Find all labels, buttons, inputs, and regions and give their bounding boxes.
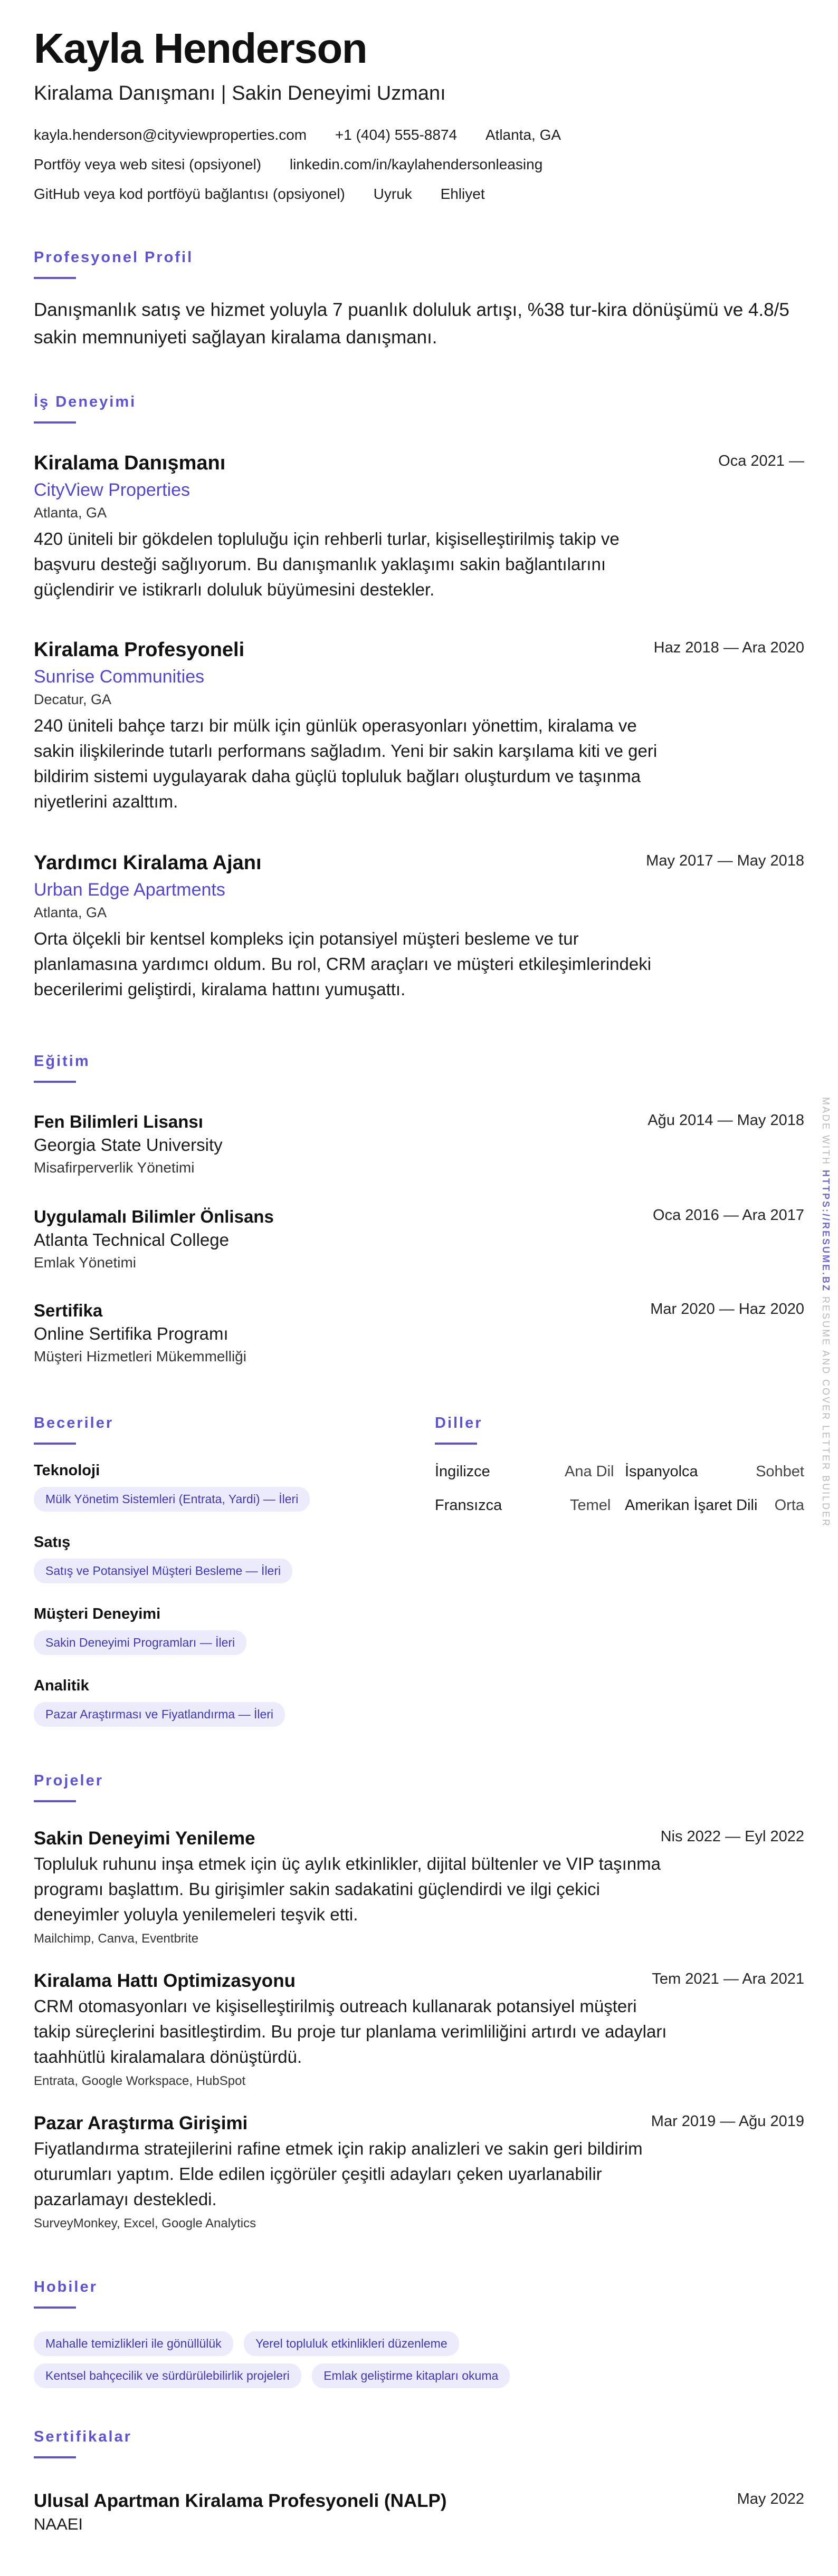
watermark-link[interactable]: HTTPS://RESUME.BZ <box>821 1170 831 1293</box>
job-entry <box>34 852 804 1002</box>
watermark-suffix: RESUME AND COVER LETTER BUILDER <box>821 1296 831 1528</box>
education-entry <box>34 1112 804 1176</box>
skill-pill: Satış ve Potansiyel Müşteri Besleme — İleri <box>34 1559 292 1583</box>
skill-category: Müşteri Deneyimi <box>34 1606 161 1622</box>
job-dates: May 2017 — May 2018 <box>646 852 804 869</box>
location-text: Atlanta, GA <box>485 127 561 143</box>
job-role: Yardımcı Kiralama Ajanı <box>34 852 262 874</box>
skill-category: Analitik <box>34 1677 89 1694</box>
hobbies-section-header <box>34 2279 804 2309</box>
project-tech: SurveyMonkey, Excel, Google Analytics <box>34 2216 256 2231</box>
project-entry <box>34 2113 804 2231</box>
skill-group <box>34 1606 246 1655</box>
job-company: CityView Properties <box>34 479 191 500</box>
project-entry <box>34 1828 804 1946</box>
skill-pill: Mülk Yönetim Sistemleri (Entrata, Yardi) — İleri <box>34 1487 310 1512</box>
projects-section-header <box>34 1772 804 1802</box>
project-dates: Mar 2019 — Ağu 2019 <box>651 2113 804 2130</box>
resume-builder-watermark <box>820 1097 831 1527</box>
education-degree: Sertifika <box>34 1301 103 1320</box>
skill-group <box>34 1677 285 1727</box>
section-rule <box>34 277 76 279</box>
project-name: Sakin Deneyimi Yenileme <box>34 1828 255 1849</box>
job-dates: Oca 2021 — <box>718 453 804 469</box>
language-level: Orta <box>774 1497 804 1514</box>
project-dates: Nis 2022 — Eyl 2022 <box>660 1828 804 1845</box>
project-name: Kiralama Hattı Optimizasyonu <box>34 1971 296 1991</box>
project-tech: Mailchimp, Canva, Eventbrite <box>34 1931 199 1946</box>
section-rule <box>34 2456 76 2458</box>
skill-category: Teknoloji <box>34 1462 100 1479</box>
education-dates: Ağu 2014 — May 2018 <box>647 1112 804 1129</box>
education-school: Online Sertifika Programı <box>34 1324 228 1343</box>
job-company: Urban Edge Apartments <box>34 879 225 900</box>
skill-group <box>34 1534 292 1583</box>
website-link[interactable]: Portföy veya web sitesi (opsiyonel) <box>34 156 262 172</box>
section-rule <box>34 1081 76 1083</box>
project-description: Fiyatlandırma stratejilerini rafine etmek için rakip analizleri ve sakin geri bildirim oturumları yaptım. Elde edilen içgörüler çeşitli adayları çeken uyarlanabilir pazarlamayı destekledi. <box>34 2139 643 2209</box>
candidate-title: Kiralama Danışmanı | Sakin Deneyimi Uzmanı <box>34 82 446 104</box>
nationality-text: Uyruk <box>373 186 412 202</box>
language-row <box>435 1497 804 1518</box>
education-field: Misafirperverlik Yönetimi <box>34 1159 195 1176</box>
section-title-education: Eğitim <box>34 1053 90 1070</box>
project-description: CRM otomasyonları ve kişiselleştirilmiş outreach kullanarak potansiyel müşteri takip süreçlerini basitleştirdim. Bu proje tur planlama verimliliğini artırdı ve adayları taahhütlü kiralamalara dönüştürdü. <box>34 1996 667 2066</box>
languages-section-header <box>435 1415 804 1445</box>
education-entry <box>34 1207 804 1271</box>
language-name: İngilizce <box>435 1463 490 1480</box>
language-level: Temel <box>570 1497 611 1514</box>
profile-summary: Danışmanlık satış ve hizmet yoluyla 7 puanlık doluluk artışı, %38 tur-kira dönüşümü ve 4.8/5 sakin memnuniyeti sağlayan kiralama danışmanı. <box>34 300 789 348</box>
linkedin-link[interactable]: linkedin.com/in/kaylahendersonleasing <box>289 156 543 172</box>
profile-section-header <box>34 249 804 279</box>
hobbies-list <box>34 2324 667 2388</box>
experience-section-header <box>34 393 804 424</box>
certification-date: May 2022 <box>737 2491 804 2507</box>
language-name: İspanyolca <box>625 1463 698 1480</box>
education-school: Atlanta Technical College <box>34 1230 229 1249</box>
skill-category: Satış <box>34 1534 71 1551</box>
certification-issuer: NAAEI <box>34 2515 83 2533</box>
project-entry <box>34 1971 804 2089</box>
email-link[interactable]: kayla.henderson@cityviewproperties.com <box>34 127 307 143</box>
hobby-pill: Emlak geliştirme kitapları okuma <box>312 2363 510 2388</box>
section-rule <box>34 421 76 424</box>
job-entry <box>34 453 804 602</box>
project-name: Pazar Araştırma Girişimi <box>34 2113 248 2133</box>
education-field: Emlak Yönetimi <box>34 1254 137 1271</box>
skill-group <box>34 1462 310 1512</box>
education-entry <box>34 1301 804 1365</box>
section-rule <box>34 1443 76 1445</box>
language-row <box>435 1463 804 1484</box>
languages-list <box>435 1463 804 1518</box>
language-level: Sohbet <box>756 1463 804 1480</box>
certification-entry <box>34 2491 804 2534</box>
job-role: Kiralama Danışmanı <box>34 452 226 474</box>
project-description: Topluluk ruhunu inşa etmek için üç aylık etkinlikler, dijital bültenler ve VIP taşınma programı başlattım. Bu girişimler sakin sadakatini güçlendirdi ve ilgi çekici deneyimler yoluyla yenilemeleri teşvik etti. <box>34 1854 661 1924</box>
job-entry <box>34 639 804 814</box>
skill-pill: Pazar Araştırması ve Fiyatlandırma — İleri <box>34 1702 285 1727</box>
education-degree: Uygulamalı Bilimler Önlisans <box>34 1207 274 1226</box>
section-title-languages: Diller <box>435 1415 483 1431</box>
certifications-section-header <box>34 2428 804 2458</box>
skills-section-header <box>34 1415 350 1445</box>
language-level: Ana Dil <box>565 1463 614 1480</box>
certification-name: Ulusal Apartman Kiralama Profesyoneli (NALP) <box>34 2491 447 2511</box>
contact-row-3 <box>34 186 509 203</box>
job-description: Orta ölçekli bir kentsel kompleks için potansiyel müşteri besleme ve tur planlamasına yardımcı oldum. Bu rol, CRM araçları ve müşteri etkileşimlerindeki becerilerimi geliştirdi, kiralama hattını yumuşattı. <box>34 928 652 999</box>
section-title-certifications: Sertifikalar <box>34 2428 132 2445</box>
language-name: Amerikan İşaret Dili <box>625 1497 758 1514</box>
education-section-header <box>34 1053 804 1083</box>
watermark-prefix: MADE WITH <box>821 1097 831 1166</box>
contact-row-1 <box>34 127 585 143</box>
job-location: Atlanta, GA <box>34 504 107 521</box>
hobby-pill: Kentsel bahçecilik ve sürdürülebilirlik projeleri <box>34 2363 301 2388</box>
phone-link[interactable]: +1 (404) 555-8874 <box>335 127 458 143</box>
section-rule <box>34 1800 76 1802</box>
job-company: Sunrise Communities <box>34 666 205 687</box>
job-location: Atlanta, GA <box>34 904 107 920</box>
job-location: Decatur, GA <box>34 691 112 707</box>
project-dates: Tem 2021 — Ara 2021 <box>652 1971 804 1987</box>
section-title-projects: Projeler <box>34 1772 103 1789</box>
job-description: 240 üniteli bahçe tarzı bir mülk için günlük operasyonları yönettim, kiralama ve sakin ilişkilerinde tutarlı performans sağladım. Yeni bir sakin karşılama kiti ve geri bildirim sistemi uygulayarak daha güçlü topluluk bağları oluşturdum ve taşınma niyetlerini azalttım. <box>34 715 658 811</box>
project-tech: Entrata, Google Workspace, HubSpot <box>34 2074 246 2088</box>
hobby-pill: Mahalle temizlikleri ile gönüllülük <box>34 2331 233 2356</box>
section-rule <box>435 1443 477 1445</box>
license-text: Ehliyet <box>440 186 485 202</box>
education-dates: Oca 2016 — Ara 2017 <box>653 1207 804 1224</box>
section-title-hobbies: Hobiler <box>34 2279 98 2295</box>
skill-pill: Sakin Deneyimi Programları — İleri <box>34 1630 246 1655</box>
section-rule <box>34 2306 76 2309</box>
section-title-skills: Beceriler <box>34 1415 114 1431</box>
language-name: Fransızca <box>435 1497 502 1514</box>
github-link[interactable]: GitHub veya kod portföyü bağlantısı (opsiyonel) <box>34 186 345 202</box>
education-field: Müşteri Hizmetleri Mükemmelliği <box>34 1348 246 1364</box>
section-title-profile: Profesyonel Profil <box>34 249 194 266</box>
hobby-pill: Yerel topluluk etkinlikleri düzenleme <box>244 2331 459 2356</box>
candidate-name: Kayla Henderson <box>34 25 367 72</box>
job-dates: Haz 2018 — Ara 2020 <box>653 639 804 656</box>
section-title-experience: İş Deneyimi <box>34 393 137 410</box>
job-description: 420 üniteli bir gökdelen topluluğu için rehberli turlar, kişiselleştirilmiş takip ve başvuru desteği sağlıyorum. Bu danışmanlık yaklaşımı sakin bağlantılarını güçlendirir ve istikrarlı doluluk büyümesini destekler. <box>34 528 620 599</box>
job-role: Kiralama Profesyoneli <box>34 639 245 661</box>
education-school: Georgia State University <box>34 1135 223 1155</box>
contact-row-2 <box>34 156 567 173</box>
education-dates: Mar 2020 — Haz 2020 <box>650 1301 804 1318</box>
education-degree: Fen Bilimleri Lisansı <box>34 1112 203 1131</box>
